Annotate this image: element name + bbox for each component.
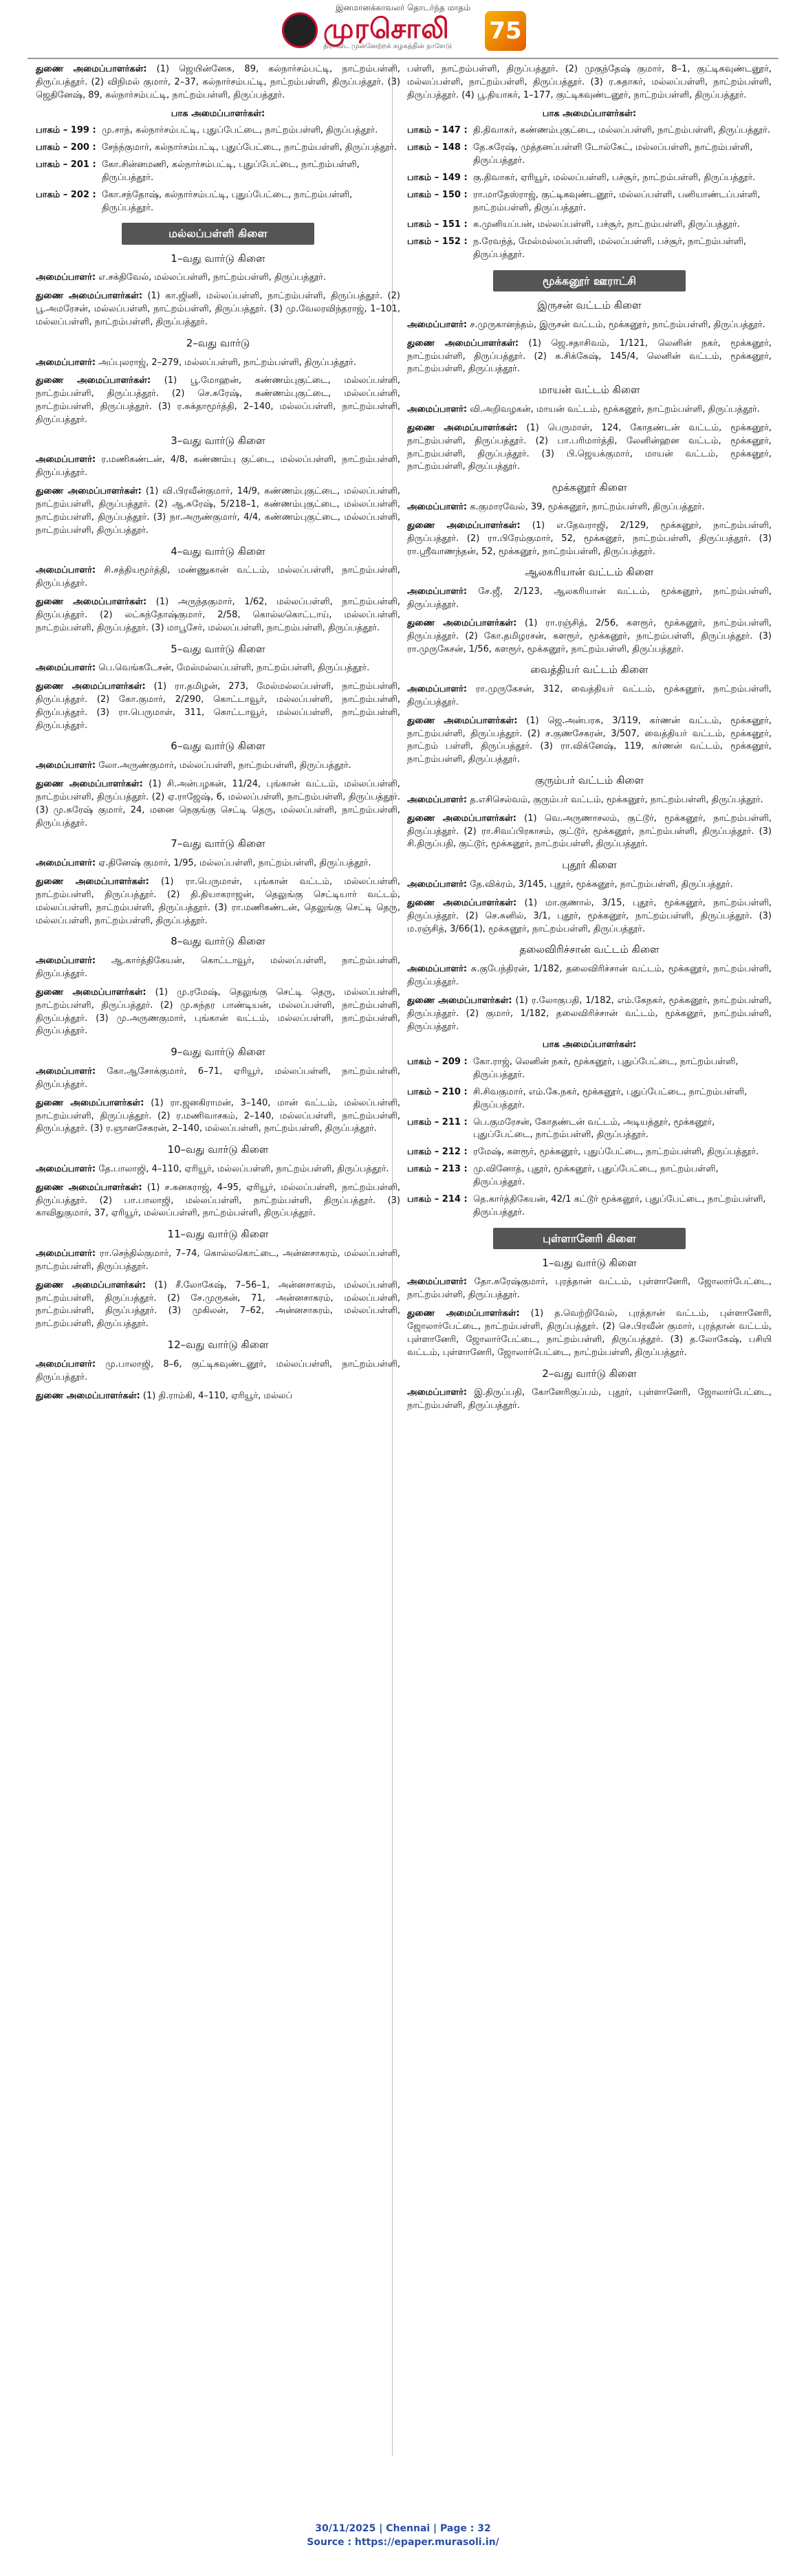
- entry-text: எ.சக்திவேல், மல்லப்பள்ளி, நாட்றம்பள்ளி, திருப்பத்தூர்.: [96, 272, 327, 283]
- page-footer: [0, 2523, 806, 2551]
- right-column: [407, 63, 772, 1418]
- role-label: துணை அமைப்பாளர்கள்:: [36, 1182, 142, 1193]
- branch-heading: மாயன் வட்டம் கிளை: [538, 384, 640, 397]
- entry-paragraph: [36, 485, 400, 537]
- branch-heading: 1–வது வார்டு கிளை: [171, 252, 265, 265]
- role-label: துணை அமைப்பாளர்கள்:: [36, 596, 147, 607]
- left-column: [36, 63, 400, 1408]
- entry-paragraph: [407, 963, 772, 989]
- booth-entry: [407, 189, 772, 215]
- entry-paragraph: [36, 857, 400, 870]
- role-label: அமைப்பாளர்:: [36, 1248, 96, 1259]
- entry-text: (1) மு.ரமேஷ், தெலுங்கு செட்டி தெரு, மல்லப்பள்ளி, நாட்றம்பள்ளி, திருப்பத்தூர். (2) மு.சுந்தர பாண்டியன், மல்லப்பள்ளி, நாட்றம்பள்ளி, திருப்பத்தூர். (3) மு.அருணகுமார், புங்கான் வட்டம், மல்லப்பள்ளி, நாட்றம்பள்ளி, திருப்பத்தூர்.: [36, 987, 400, 1037]
- entry-text: லோ.அருண்குமார், மல்லப்பள்ளி, நாட்றம்பள்ளி, திருப்பத்தூர்.: [96, 760, 351, 771]
- entry-text: மு.பாலாஜி, 8–6, குட்டிகவுண்டனூர், மல்லப்பள்ளி, நாட்றம்பள்ளி, திருப்பத்தூர்.: [36, 1358, 400, 1383]
- role-label: துணை அமைப்பாளர்கள்:: [36, 64, 147, 74]
- booth-number: பாகம் – 152 :: [407, 236, 468, 247]
- role-label: அமைப்பாளர்:: [407, 586, 468, 597]
- role-label: துணை அமைப்பாளர்கள்:: [36, 486, 142, 497]
- role-label: அமைப்பாளர்:: [36, 663, 96, 674]
- booth-entry: [407, 124, 772, 137]
- booth-person: கு.திவாகர், ஏரியூர், மல்லப்பள்ளி, பச்சூர், நாட்றம்பள்ளி, திருப்பத்தூர்.: [473, 172, 756, 183]
- role-label: அமைப்பாளர்:: [407, 319, 468, 330]
- booth-person: கோ.சந்தோஷ், கல்நார்சம்பட்டி, புதுப்பேட்டை, நாட்றம்பள்ளி, திருப்பத்தூர்.: [102, 189, 353, 213]
- entry-paragraph: [36, 662, 400, 675]
- role-label: துணை அமைப்பாளர்கள்:: [36, 375, 151, 386]
- booth-number: பாகம் – 199 :: [36, 125, 96, 136]
- role-label: துணை அமைப்பாளர்கள்:: [36, 1279, 146, 1290]
- booth-number: பாகம் – 149 :: [407, 172, 468, 183]
- entry-paragraph: [36, 1182, 400, 1221]
- entry-paragraph: [36, 1066, 400, 1092]
- entry-paragraph: [36, 1163, 400, 1176]
- booth-person: கோ.ராஜ், லெனின் நகர், மூக்கனூர், புதுப்பேட்டை, நாட்றம்பள்ளி, திருப்பத்தூர்.: [473, 1057, 739, 1081]
- entry-text: சு.குபேந்திரன், 1/182, தலைவிரிச்சான் வட்டம், மூக்கனூர், நாட்றம்பள்ளி, திருப்பத்தூர்.: [407, 964, 772, 987]
- role-label: அமைப்பாளர்:: [36, 565, 96, 576]
- branch-heading: 6–வது வார்டு கிளை: [171, 740, 265, 753]
- entry-paragraph: [407, 715, 772, 767]
- booth-heading: பாக அமைப்பாளர்கள்:: [542, 1039, 637, 1050]
- entry-text: (1) எ.தேவராஜி, 2/129, மூக்கனூர், நாட்றம்பள்ளி, திருப்பத்தூர். (2) ரா.பிரேம்குமார், 52, மூக்கனூர், நாட்றம்பள்ளி, திருப்பத்தூர். (3) ரா.ஸ்ரீவாணந்தன், 52, மூக்கனூர், நாட்றம்பள்ளி, திருப்பத்தூர்.: [407, 520, 772, 557]
- booth-entry: [407, 172, 772, 185]
- role-label: துணை அமைப்பாளர்கள்:: [36, 681, 146, 692]
- entry-paragraph: [36, 1279, 400, 1331]
- booth-entry: [407, 1193, 772, 1220]
- booth-entry: [407, 1146, 772, 1159]
- entry-text: க.குமாரவேல், 39, மூக்கனூர், நாட்றம்பள்ளி, திருப்பத்தூர்.: [467, 502, 705, 512]
- booth-number: பாகம் – 202 :: [36, 189, 96, 200]
- role-label: அமைப்பாளர்:: [36, 858, 96, 869]
- entry-paragraph: [36, 1358, 400, 1385]
- booth-number: பாகம் – 212 :: [407, 1147, 468, 1158]
- branch-heading: 3–வது வார்டு கிளை: [171, 434, 265, 447]
- booth-number: பாகம் – 200 :: [36, 142, 96, 153]
- booth-number: பாகம் – 209 :: [407, 1057, 468, 1068]
- booth-number: பாகம் – 211 :: [407, 1116, 468, 1127]
- entry-text: (1) வி.பிரவீன்குமார், 14/9, கண்ணம்புகுட்டை, மல்லப்பள்ளி, நாட்றம்பள்ளி, திருப்பத்தூர். (2) ஆ.சுரேஷ், 5/218–1, கண்ணம்புகுட்டை, மல்லப்பள்ளி, நாட்றம்பள்ளி, திருப்பத்தூர். (3) நா.அருண்குமார், 4/4, கண்ணம்புகுட்டை, மல்லப்பள்ளி, நாட்றம்பள்ளி, திருப்பத்தூர்.: [36, 486, 400, 536]
- role-label: அமைப்பாளர்:: [407, 794, 468, 805]
- entry-text: (1) பூ.மோஹன், கண்ணம்புகுட்டை, மல்லப்பள்ளி, நாட்றம்பள்ளி, திருப்பத்தூர். (2) செ.சுரேஷ், கண்ணம்புகுட்டை, மல்லப்பள்ளி, நாட்றம்பள்ளி, திருப்பத்தூர். (3) ர.சுக்தாமூர்த்தி, 2–140, மல்லப்பள்ளி, நாட்றம்பள்ளி, திருப்பத்தூர்.: [36, 375, 400, 425]
- branch-heading: ஆலகரியான் வட்டம் கிளை: [525, 566, 654, 579]
- branch-heading: மூக்கனூர் கிளை: [552, 481, 627, 494]
- entry-text: சே.ஜீ, 2/123, ஆலகரியான் வட்டம், மூக்கனூர், நாட்றம்பள்ளி, திருப்பத்தூர்.: [407, 586, 772, 610]
- entry-text: பள்ளி, நாட்றம்பள்ளி, திருப்பத்தூர். (2) முகுந்தேஷ் குமார், 8–1, குட்டிகவுண்டனூர், மல்லப்பள்ளி, நாட்றம்பள்ளி, திருப்பத்தூர். (3) ர.சுதாகர், மல்லப்பள்ளி, நாட்றம்பள்ளி, திருப்பத்தூர். (4) பூ.தியாகர், 1–177, குட்டிகவுண்டனூர், நாட்றம்பள்ளி, திருப்பத்தூர்.: [407, 64, 772, 100]
- entry-text: அப்புலராஜ், 2–279, மல்லப்பள்ளி, நாட்றம்பள்ளி, திருப்பத்தூர்.: [96, 357, 356, 368]
- entry-text: ச.முருகானந்தம், இருசன் வட்டம், மூக்கனூர், நாட்றம்பள்ளி, திருப்பத்தூர்.: [467, 319, 765, 330]
- booth-person: கோ.சின்னமணி, கல்நார்சம்பட்டி, புதுப்பேட்டை, நாட்றம்பள்ளி, திருப்பத்தூர்.: [102, 159, 360, 183]
- entry-paragraph: [407, 422, 772, 474]
- branch-heading: 2–வது வார்டு: [186, 336, 250, 349]
- branch-heading: வைத்தியர் வட்டம் கிளை: [530, 663, 649, 676]
- entry-paragraph: [407, 683, 772, 709]
- booth-person: சி.சிவகுமார், எம்.கே.நகர், மூக்கனூர், புதுப்பேட்டை, நாட்றம்பள்ளி, திருப்பத்தூர்.: [473, 1086, 748, 1110]
- entry-text: (1) ரா.தமிழன், 273, மேல்மல்லப்பள்ளி, நாட்றம்பள்ளி, திருப்பத்தூர். (2) கோ.குமார், 2/290, கொட்டாவூர், மல்லப்பள்ளி, நாட்றம்பள்ளி, திருப்பத்தூர். (3) ரா.பெருமாள், 311, கொட்டாவூர், மல்லப்பள்ளி, நாட்றம்பள்ளி, திருப்பத்தூர்.: [36, 681, 400, 731]
- branch-heading: 11–வது வார்டு கிளை: [167, 1228, 269, 1241]
- role-label: அமைப்பாளர்:: [36, 760, 96, 771]
- entry-text: தே.பாலாஜி, 4–110, ஏரியூர், மல்லப்பள்ளி, நாட்றம்பள்ளி, திருப்பத்தூர்.: [96, 1163, 389, 1174]
- branch-heading: 9–வது வார்டு கிளை: [171, 1046, 265, 1059]
- role-label: துணை அமைப்பாளர்கள்:: [36, 987, 146, 998]
- entry-text: (1) ரா.பெருமாள், புங்கான் வட்டம், மல்லப்பள்ளி, நாட்றம்பள்ளி, திருப்பத்தூர். (2) தி.தியாகராஜன், தெலுங்கு செட்டியார் வட்டம், மல்லப்பள்ளி, நாட்றம்பள்ளி, திருப்பத்தூர். (3) ரா.மணிகண்டன், தெலுங்கு செட்டி தெரு, மல்லப்பள்ளி, நாட்றம்பள்ளி, திருப்பத்தூர்.: [36, 877, 400, 926]
- booth-person: தே.சுரேஷ், முத்தனப்பள்ளி டோல்கேட், மல்லப்பள்ளி, நாட்றம்பள்ளி, திருப்பத்தூர்.: [473, 142, 753, 166]
- entry-paragraph: [407, 794, 772, 807]
- entry-text: (1) மா.குணால், 3/15, புதூர், மூக்கனூர், நாட்றம்பள்ளி, திருப்பத்தூர். (2) செ.சுனில், 3/1, புதூர், மூக்கனூர், நாட்றம்பள்ளி, திருப்பத்தூர். (3) ம.ரஞ்சித், 3/66(1), மூக்கனூர், நாட்றம்பள்ளி, திருப்பத்தூர்.: [407, 897, 772, 934]
- role-label: துணை அமைப்பாளர்கள்:: [407, 813, 516, 824]
- branch-heading: 7–வது வார்டு கிளை: [171, 837, 265, 850]
- entry-text: இ.திருப்பதி, கோனேரிகுப்பம், புதூர், புள்ளானேரி, ஜோலார்பேட்டை, நாட்றம்பள்ளி, திருப்பத்தூர்.: [407, 1387, 772, 1411]
- entry-paragraph: [407, 1387, 772, 1413]
- branch-heading: குரும்பர் வட்டம் கிளை: [534, 774, 644, 787]
- anniversary-badge: 75: [485, 11, 526, 51]
- booth-entry: [407, 142, 772, 168]
- entry-text: தோ.சுரேஷ்குமார், புரத்தான் வட்டம், புள்ளானேரி, ஜோலார்பேட்டை, நாட்றம்பள்ளி, திருப்பத்தூர்.: [407, 1277, 772, 1301]
- section-banner: மல்லப்பள்ளி கிளை: [122, 223, 314, 244]
- entry-text: (1) பெருமாள், 124, கோதண்டன் வட்டம், மூக்கனூர், நாட்றம்பள்ளி, திருப்பத்தூர். (2) பா.பரிமார்த்தி, லேனின்ஹன வட்டம், மூக்கனூர், நாட்றம்பள்ளி, திருப்பத்தூர். (3) பி.ஜெயக்குமார், மாயன் வட்டம், மூக்கனூர், நாட்றம்பள்ளி, திருப்பத்தூர்.: [407, 422, 772, 472]
- entry-paragraph: [36, 564, 400, 591]
- section-banner: மூக்கனூர் ஊராட்சி: [493, 270, 686, 291]
- entry-paragraph: [36, 1248, 400, 1274]
- entry-text: வி.அறிவழகன், மாயன் வட்டம், மூக்கனூர், நாட்றம்பள்ளி, திருப்பத்தூர்.: [467, 404, 760, 415]
- header-rule: [28, 58, 778, 59]
- entry-text: (1) ர.லோகுபதி, 1/182, எம்.கேநகர், மூக்கனூர், நாட்றம்பள்ளி, திருப்பத்தூர். (2) குமார், 1/182, தலைவிரிச்சான் வட்டம், மூக்கனூர், நாட்றம்பள்ளி, திருப்பத்தூர்.: [407, 995, 772, 1032]
- entry-paragraph: [36, 681, 400, 732]
- entry-paragraph: [36, 375, 400, 426]
- booth-person: சேந்ந்குமார், கல்நார்சம்பட்டி, புதுப்பேட்டை, நாட்றம்பள்ளி, திருப்பத்தூர்.: [102, 142, 397, 153]
- entry-text: (1) த.வெற்றிவேல், புரத்தான் வட்டம், புள்ளானேரி, ஜோலார்பேட்டை, நாட்றம்பள்ளி, திருப்பத்தூர். (2) செ.பிரவீன் குமார், புரத்தான் வட்டம், புள்ளானேரி, ஜோலார்பேட்டை, நாட்றம்பள்ளி, திருப்பத்தூர். (3) த.லோகேஷ், பசியி வட்டம், புள்ளானேரி, ஜோலார்பேட்டை, நாட்றம்பள்ளி, திருப்பத்தூர்.: [407, 1308, 772, 1358]
- entry-text: ஆ.கார்த்திகேயன், கொட்டாவூர், மல்லப்பள்ளி, நாட்றம்பள்ளி, திருப்பத்தூர்.: [36, 956, 400, 979]
- booth-number: பாகம் – 151 :: [407, 219, 468, 230]
- role-label: துணை அமைப்பாளர்கள்:: [407, 422, 518, 433]
- role-label: அமைப்பாளர்:: [407, 964, 468, 975]
- entry-paragraph: [36, 876, 400, 927]
- role-label: அமைப்பாளர்:: [36, 1163, 96, 1174]
- role-label: துணை அமைப்பாளர்கள்:: [36, 1390, 140, 1401]
- entry-text: த.எசிசெல்வம், குரும்பர் வட்டம், மூக்கனூர், நாட்றம்பள்ளி, திருப்பத்தூர்.: [467, 794, 763, 805]
- role-label: துணை அமைப்பாளர்கள்:: [407, 897, 517, 908]
- role-label: துணை அமைப்பாளர்கள்:: [407, 715, 518, 726]
- role-label: அமைப்பாளர்:: [36, 272, 96, 283]
- entry-paragraph: [36, 454, 400, 480]
- entry-text: பெ.வெங்கடேசன், மேல்மல்லப்பள்ளி, நாட்றம்பள்ளி, திருப்பத்தூர்.: [96, 663, 370, 674]
- section-banner: புள்ளானேரி கிளை: [493, 1228, 686, 1249]
- branch-heading: 10–வது வார்டு கிளை: [167, 1143, 269, 1156]
- entry-text: (1) ச.கனகராஜ், 4–95, ஏரியூர், மல்லப்பள்ளி, நாட்றம்பள்ளி, திருப்பத்தூர். (2) பா.பாலாஜி, மல்லப்பள்ளி, நாட்றம்பள்ளி, திருப்பத்தூர். (3) காவிதுகுமார், 37, ஏரியூர், மல்லப்பள்ளி, நாட்றம்பள்ளி, திருப்பத்தூர்.: [36, 1182, 400, 1219]
- entry-text: ரா.முருகேசன், 312, வைத்தியர் வட்டம், மூக்கனூர், நாட்றம்பள்ளி, திருப்பத்தூர்.: [407, 684, 772, 707]
- role-label: அமைப்பாளர்:: [407, 684, 468, 695]
- entry-paragraph: [407, 1308, 772, 1359]
- entry-text: (1) ரா.ரஞ்சித், 2/56, களரூர், மூக்கனூர், நாட்றம்பள்ளி, திருப்பத்தூர். (2) கோ.தமிழரசன், களரூர், மூக்கனூர், நாட்றம்பள்ளி, திருப்பத்தூர். (3) ரா.முருகேசன், 1/56, களரூர், மூக்கனூர், நாட்றம்பள்ளி, திருப்பத்தூர்.: [407, 617, 772, 654]
- booth-person: ந.ரேவந்த், மேல்மல்லப்பள்ளி, மல்லப்பள்ளி, பச்சூர், நாட்றம்பள்ளி, திருப்பத்தூர்.: [473, 236, 746, 261]
- role-label: அமைப்பாளர்:: [407, 879, 468, 890]
- booth-person: ரா.மாதேஸ்ராஜ், குட்டிகவுண்டனூர், மல்லப்பள்ளி, பனியாண்டப்பள்ளி, நாட்றம்பள்ளி, திருப்பத்தூர்.: [473, 189, 761, 213]
- role-label: துணை அமைப்பாளர்கள்:: [407, 338, 519, 349]
- entry-text: (1) சீ.லோகேஷ், 7–56–1, அன்னசாகரம், மல்லப்பள்ளி, நாட்றம்பள்ளி, திருப்பத்தூர். (2) சே.முருகன், 71, அன்னசாகரம், மல்லப்பள்ளி, நாட்றம்பள்ளி, திருப்பத்தூர். (3) முகிலன், 7–62, அன்னசாகரம், மல்லப்பள்ளி, நாட்றம்பள்ளி, திருப்பத்தூர்.: [36, 1279, 401, 1330]
- entry-paragraph: [407, 338, 772, 377]
- booth-entry: [36, 142, 400, 155]
- entry-paragraph: [407, 995, 772, 1034]
- booth-entry: [407, 1116, 772, 1143]
- entry-text: (1) ஜெ.அன்பரசு, 3/119, கர்ணன் வட்டம், மூக்கனூர், நாட்றம்பள்ளி, திருப்பத்தூர். (2) ச.குணசேகரன், 3/507, வைத்தியர் வட்டம், மூக்கனூர், நாட்றம் பள்ளி, திருப்பத்தூர். (3) ரா.விக்னேஷ், 119, கர்ணன் வட்டம், மூக்கனூர், நாட்றம்பள்ளி, திருப்பத்தூர்.: [407, 715, 772, 765]
- entry-paragraph: [36, 596, 400, 635]
- role-label: அமைப்பாளர்:: [36, 357, 96, 368]
- booth-heading: பாக அமைப்பாளர்கள்:: [171, 108, 265, 119]
- branch-heading: 2–வது வார்டு கிளை: [542, 1367, 637, 1380]
- booth-entry: [36, 124, 400, 137]
- branch-heading: புதூர் கிளை: [562, 859, 617, 872]
- booth-person: மு.சாந், கல்நார்சம்பட்டி, புதுப்பேட்டை, நாட்றம்பள்ளி, திருப்பத்தூர்.: [102, 125, 378, 136]
- role-label: அமைப்பாளர்:: [407, 1387, 468, 1398]
- role-label: அமைப்பாளர்:: [36, 454, 96, 465]
- entry-text: (1) தி.ராம்கி, 4–110, ஏரியூர், மல்லப்: [140, 1390, 293, 1401]
- entry-text: (1) வெ.அருணாசலம், குட்டூர், மூக்கனூர், நாட்றம்பள்ளி, திருப்பத்தூர். (2) ரா.சிவப்பிரகாசம், குட்டூர், மூக்கனூர், நாட்றம்பள்ளி, திருப்பத்தூர். (3) சி.திருப்பதி, குட்டூர், மூக்கனூர், நாட்றம்பள்ளி, திருப்பத்தூர்.: [407, 813, 772, 850]
- entry-paragraph: [407, 879, 772, 892]
- entry-paragraph: [36, 760, 400, 773]
- entry-text: கோ.ஆசோக்குமார், 6–71, ஏரியூர், மல்லப்பள்ளி, நாட்றம்பள்ளி, திருப்பத்தூர்.: [36, 1066, 400, 1090]
- role-label: துணை அமைப்பாளர்கள்:: [407, 995, 512, 1006]
- branch-heading: 8–வது வார்டு கிளை: [171, 935, 265, 948]
- booth-person: பெ.குமரேசன், கோதண்டன் வட்டம், அடியத்தூர், மூக்கனூர், புதுப்பேட்டை, நாட்றம்பள்ளி, திருப்பத்தூர்.: [473, 1116, 715, 1141]
- masthead: [0, 0, 806, 55]
- entry-text: (1) சி.அன்பழகன், 11/24, புங்கான் வட்டம், மல்லப்பள்ளி, நாட்றம்பள்ளி, திருப்பத்தூர். (2) ஏ.ராஜேஷ், 6, மல்லப்பள்ளி, நாட்றம்பள்ளி, திருப்பத்தூர். (3) மு.சுரேஷ் குமார், 24, மனை நெகுங்கு செட்டி தெரு, மல்லப்பள்ளி, நாட்றம்பள்ளி, திருப்பத்தூர்.: [36, 779, 400, 828]
- entry-text: ர.மணிகண்டன், 4/8, கண்ணம்பு குட்டை, மல்லப்பள்ளி, நாட்றம்பள்ளி, திருப்பத்தூர்.: [36, 454, 400, 478]
- role-label: துணை அமைப்பாளர்கள்:: [36, 291, 143, 302]
- branch-heading: 5–வது வார்டு கிளை: [171, 642, 265, 655]
- branch-heading: 4–வது வார்டு கிளை: [171, 544, 265, 558]
- booth-number: பாகம் – 213 :: [407, 1164, 468, 1175]
- role-label: துணை அமைப்பாளர்கள்:: [407, 617, 517, 628]
- entry-text: (1) ரா.ஜனகிராமன், 3–140, மான் வட்டம், மல்லப்பள்ளி, நாட்றம்பள்ளி, திருப்பத்தூர். (2) ர.மணிவாசகம், 2–140, மல்லப்பள்ளி, நாட்றம்பள்ளி, திருப்பத்தூர். (3) ர.ஞானசேகரன், 2–140, மல்லப்பள்ளி, நாட்றம்பள்ளி, திருப்பத்தூர்.: [36, 1097, 400, 1134]
- entry-paragraph: [407, 404, 772, 417]
- role-label: அமைப்பாளர்:: [407, 502, 468, 512]
- entry-paragraph: [36, 955, 400, 981]
- entry-text: தே.விக்ரம், 3/145, புதூர், மூக்கனூர், நாட்றம்பள்ளி, திருப்பத்தூர்.: [467, 879, 733, 890]
- entry-paragraph: [407, 1276, 772, 1302]
- booth-entry: [407, 1056, 772, 1082]
- entry-paragraph: [36, 987, 400, 1038]
- booth-number: பாகம் – 201 :: [36, 159, 96, 170]
- entry-text: (1) அருந்தகுமார், 1/62, மல்லப்பள்ளி, நாட்றம்பள்ளி, திருப்பத்தூர். (2) லட்சுந்தோஷ்குமார், 2/58, கொல்லகொட்டாய், மல்லப்பள்ளி, நாட்றம்பள்ளி, திருப்பத்தூர். (3) மாபூசேர், மல்லப்பள்ளி, நாட்றம்பள்ளி, திருப்பத்தூர்.: [36, 596, 400, 633]
- entry-text: ரா.செந்தில்குமார், 7–74, கொல்லகொட்டை, அன்னசாகரம், மல்லப்பள்ளி, நாட்றம்பள்ளி, திருப்பத்தூர்.: [36, 1248, 400, 1272]
- booth-entry: [407, 236, 772, 262]
- entry-text: (1) கா.ஜினி, மல்லப்பள்ளி, நாட்றம்பள்ளி, திருப்பத்தூர். (2) பூ.அமரேசன், மல்லப்பள்ளி, நாட்றம்பள்ளி, திருப்பத்தூர். (3) மு.வேலரவிந்தராஜ், 1–101, மல்லப்பள்ளி, நாட்றம்பள்ளி, திருப்பத்தூர்.: [36, 291, 400, 327]
- role-label: துணை அமைப்பாளர்கள்:: [36, 779, 143, 790]
- entry-paragraph: [407, 63, 772, 102]
- footer-date-page: 30/11/2025 | Chennai | Page : 32: [315, 2523, 491, 2534]
- booth-entry: [407, 1086, 772, 1112]
- masthead-tagline: இனமானக்காவலர் தொடர்ந்த மாதம்: [336, 3, 470, 12]
- branch-heading: 1–வது வார்டு கிளை: [542, 1256, 637, 1269]
- entry-paragraph: [407, 813, 772, 852]
- booth-person: மு.வினோத், புதூர், மூக்கனூர், புதுப்பேட்டை, நாட்றம்பள்ளி, திருப்பத்தூர்.: [473, 1164, 719, 1187]
- entry-paragraph: [407, 586, 772, 612]
- role-label: துணை அமைப்பாளர்கள்:: [36, 1097, 144, 1108]
- entry-paragraph: [407, 319, 772, 332]
- entry-paragraph: [36, 778, 400, 830]
- booth-entry: [36, 159, 400, 185]
- booth-number: பாகம் – 214 :: [407, 1193, 468, 1204]
- booth-entry: [407, 1163, 772, 1189]
- branch-heading: தலைவிரிச்சான் வட்டம் கிளை: [519, 943, 660, 956]
- role-label: அமைப்பாளர்:: [407, 1277, 468, 1288]
- entry-text: சி.சத்தியமூர்த்தி, மண்ணுகான் வட்டம், மல்லப்பள்ளி, நாட்றம்பள்ளி, திருப்பத்தூர்.: [36, 565, 400, 589]
- entry-text: ஏ.தினேஷ் குமார், 1/95, மல்லப்பள்ளி, நாட்றம்பள்ளி, திருப்பத்தூர்.: [96, 858, 371, 869]
- booth-number: பாகம் – 148 :: [407, 142, 468, 153]
- entry-text: (1) ஜெ.சதாசிவம், 1/121, லெனின் நகர், மூக்கனூர், நாட்றம்பள்ளி, திருப்பத்தூர். (2) க.சிக்கேஷ், 145/4, லெனின் வட்டம், மூக்கனூர், நாட்றம்பள்ளி, திருப்பத்தூர்.: [407, 338, 772, 375]
- role-label: அமைப்பாளர்:: [36, 1358, 96, 1369]
- entry-paragraph: [36, 357, 400, 370]
- party-emblem-icon: [282, 12, 318, 48]
- entry-paragraph: [36, 272, 400, 285]
- booth-number: பாகம் – 147 :: [407, 125, 468, 136]
- role-label: துணை அமைப்பாளர்கள்:: [407, 520, 521, 531]
- footer-source: Source : https://epaper.murasoli.in/: [307, 2537, 499, 2548]
- booth-number: பாகம் – 210 :: [407, 1086, 468, 1097]
- booth-person: ரமேஷ், களரூர், மூக்கனூர், புதுப்பேட்டை, நாட்றம்பள்ளி, திருப்பத்தூர்.: [473, 1147, 759, 1158]
- role-label: துணை அமைப்பாளர்கள்:: [36, 877, 149, 888]
- masthead-sub: திராவிட முன்னேற்றக் கழகத்தின் நாளேடு: [323, 43, 452, 50]
- booth-entry: [36, 189, 400, 215]
- branch-heading: இருசன் வட்டம் கிளை: [537, 299, 642, 312]
- booth-person: தெ.கார்த்திகேயன், 42/1 கட்டூர் மூக்கனூர், புதுப்பேட்டை, நாட்றம்பள்ளி, திருப்பத்தூர்.: [473, 1193, 766, 1218]
- entry-paragraph: [407, 501, 772, 514]
- booth-person: தி.திவாகர், கண்ணம்புகுட்டை, மல்லப்பள்ளி, நாட்றம்பள்ளி, திருப்பத்தூர்.: [473, 125, 771, 136]
- entry-paragraph: [407, 617, 772, 657]
- masthead-name: முரசொலி: [323, 12, 450, 45]
- booth-person: க.முனியப்பன், மல்லப்பள்ளி, பச்சூர், நாட்றம்பள்ளி, திருப்பத்தூர்.: [473, 219, 740, 230]
- entry-paragraph: [407, 897, 772, 936]
- masthead-logo: [282, 11, 530, 51]
- entry-paragraph: [36, 290, 400, 329]
- entry-paragraph: [36, 63, 400, 102]
- entry-paragraph: [36, 1390, 400, 1403]
- role-label: அமைப்பாளர்:: [407, 404, 468, 415]
- branch-heading: 12–வது வார்டு கிளை: [167, 1339, 269, 1352]
- booth-entry: [407, 219, 772, 232]
- entry-paragraph: [36, 1097, 400, 1136]
- entry-paragraph: [407, 520, 772, 559]
- role-label: அமைப்பாளர்:: [36, 1066, 96, 1077]
- role-label: துணை அமைப்பாளர்கள்:: [407, 1308, 520, 1319]
- booth-number: பாகம் – 150 :: [407, 189, 468, 200]
- entry-text: (1) ஜெயின்னேசு, 89, கல்நார்சம்பட்டி, நாட்றம்பள்ளி, திருப்பத்தூர். (2) விநிமல் குமார், 2–37, கல்நார்சம்பட்டி, நாட்றம்பள்ளி, திருப்பத்தூர். (3) ஜெதினேஷ், 89, கல்நார்சம்பட்டி, நாட்றம்பள்ளி, திருப்பத்தூர்.: [36, 64, 400, 100]
- booth-heading: பாக அமைப்பாளர்கள்:: [542, 108, 637, 119]
- role-label: அமைப்பாளர்:: [36, 956, 96, 967]
